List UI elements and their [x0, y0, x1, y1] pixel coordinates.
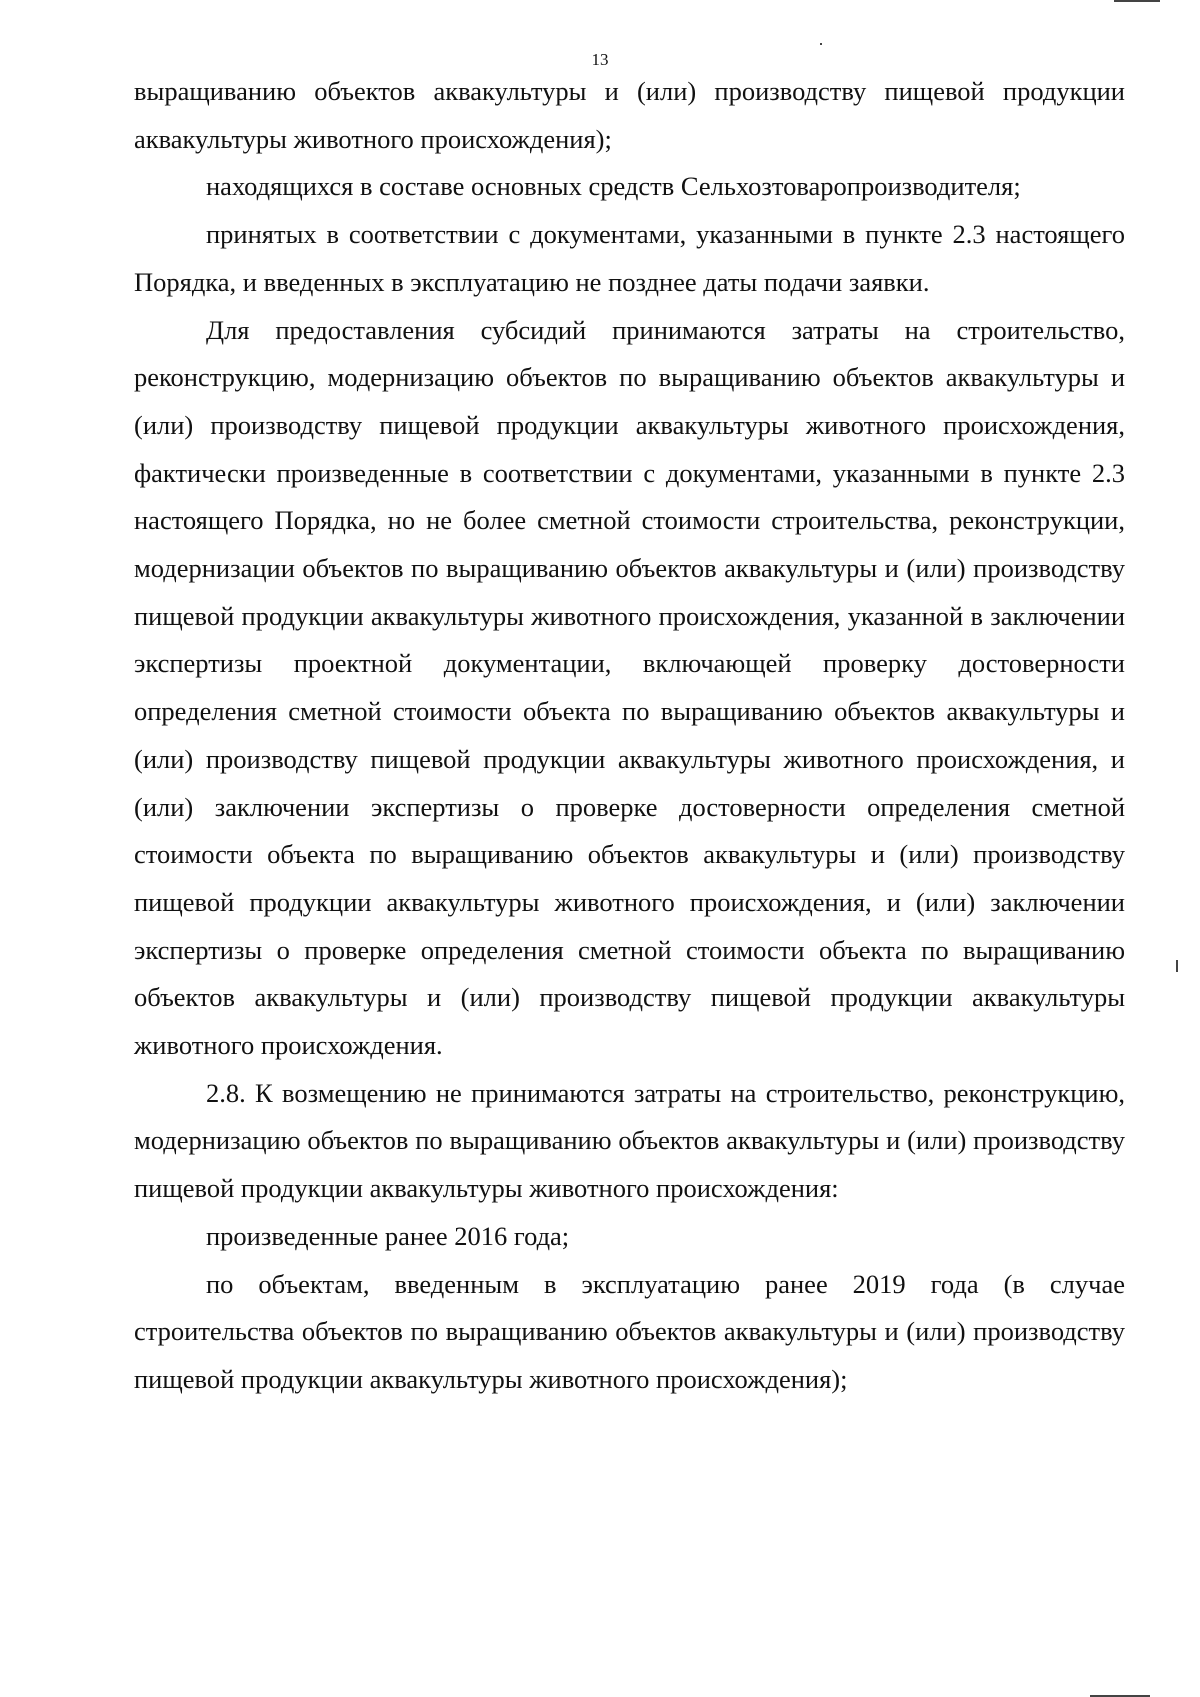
paragraph-7: по объектам, введенным в эксплуатацию ранее 2019 года (в случае строительства объектов по выращиванию объектов аквакультуры и (или) производству пищевой продукции аквакультуры животного происхождения);	[134, 1268, 1125, 1394]
scan-artifact-top-right	[1114, 0, 1160, 2]
scan-artifact-dot	[820, 43, 822, 45]
page-number: 13	[591, 50, 609, 69]
paragraph-3: принятых в соответствии с документами, указанными в пункте 2.3 настоящего Порядка, и введенных в эксплуатацию не позднее даты подачи заявки.	[134, 219, 1125, 297]
paragraph-6: произведенные ранее 2016 года;	[206, 1220, 570, 1251]
paragraph-5: 2.8. К возмещению не принимаются затраты на строительство, реконструкцию, модернизацию объектов по выращиванию объектов аквакультуры и (или) производству пищевой продукции аквакультуры животного происхождения:	[134, 1077, 1125, 1204]
paragraph-4: Для предоставления субсидий принимаются затраты на строительство, реконструкцию, модернизацию объектов по выращиванию объектов аквакультуры и (или) производству пищевой продукции аквакультуры животного происхождения, фактически произведенные в соответствии с документами, указанными в пункте 2.3 настоящего Порядка, но не более сметной стоимости строительства, реконструкции, модернизации объектов по выращиванию объектов аквакультуры и (или) производству пищевой продукции аквакультуры животного происхождения, указанной в заключении экспертизы проектной документации, включающей проверку достоверности определения сметной стоимости объекта по выращиванию объектов аквакультуры и (или) производству пищевой продукции аквакультуры животного происхождения, и (или) заключении экспертизы о проверке достоверности определения сметной стоимости объекта по выращиванию объектов аквакультуры и (или) производству пищевой продукции аквакультуры животного происхождения, и (или) заключении экспертизы о проверке определения сметной стоимости объекта по выращиванию объектов аквакультуры и (или) производству пищевой продукции аквакультуры животного происхождения.	[134, 314, 1125, 1061]
paragraph-1: выращиванию объектов аквакультуры и (или) производству пищевой продукции аквакультуры животного происхождения);	[134, 76, 1125, 154]
paragraph-2: находящихся в составе основных средств Сельхозтоваропроизводителя;	[206, 171, 1021, 202]
scan-artifact-right-edge	[1176, 960, 1178, 972]
document-body	[134, 68, 1125, 1404]
